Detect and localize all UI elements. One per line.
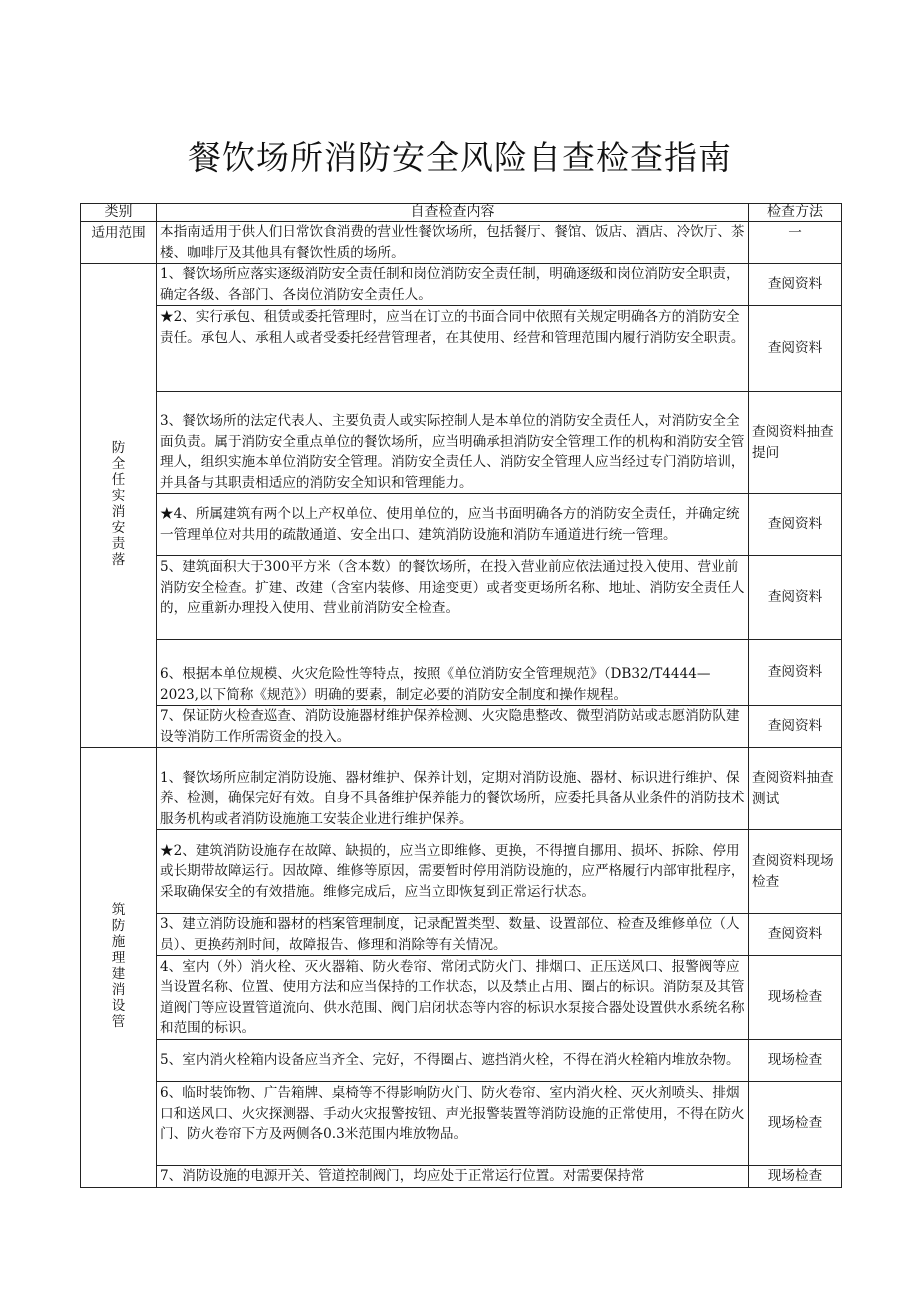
table-row: [81, 706, 842, 748]
method-cell: 查阅资料: [749, 914, 842, 956]
table-header-row: [81, 204, 842, 222]
table-row: [81, 1040, 842, 1082]
header-content: 自查检查内容: [157, 204, 749, 222]
method-cell: 现场检查: [749, 1082, 842, 1166]
content-cell: 7、消防设施的电源开关、管道控制阀门，均应处于正常运行位置。对需要保持常: [157, 1166, 749, 1188]
content-cell: 5、室内消火栓箱内设备应当齐全、完好，不得圈占、遮挡消火栓，不得在消火栓箱内堆放杂物。: [157, 1040, 749, 1082]
table-row: [81, 830, 842, 914]
content-cell: 7、保证防火检查巡查、消防设施器材维护保养检测、火灾隐患整改、微型消防站或志愿消防队建设等消防工作所需资金的投入。: [157, 706, 749, 748]
content-cell: 3、餐饮场所的法定代表人、主要负责人或实际控制人是本单位的消防安全责任人，对消防安全全面负责。属于消防安全重点单位的餐饮场所，应当明确承担消防安全管理工作的机构和消防安全管理人，组织实施本单位消防安全管理。消防安全责任人、消防安全管理人应当经过专门消防培训，并具备与其职责相适应的消防安全知识和管理能力。: [157, 392, 749, 494]
table-row: [81, 264, 842, 306]
method-cell: 现场检查: [749, 1040, 842, 1082]
content-cell: ★4、所属建筑有两个以上产权单位、使用单位的，应当书面明确各方的消防安全责任，并确定统一管理单位对共用的疏散通道、安全出口、建筑消防设施和消防车通道进行统一管理。: [157, 494, 749, 556]
method-cell: 现场检查: [749, 1166, 842, 1188]
content-cell: ★2、实行承包、租赁或委托管理时，应当在订立的书面合同中依照有关规定明确各方的消防安全责任。承包人、承租人或者受委托经营管理者，在其使用、经营和管理范围内履行消防安全职责。: [157, 306, 749, 392]
category-label: 防全任实消安责落: [111, 440, 126, 569]
table-row: [81, 306, 842, 392]
table-row: [81, 748, 842, 830]
table-row: [81, 1082, 842, 1166]
category-cell: 适用范围: [81, 222, 157, 264]
table-row: [81, 1166, 842, 1188]
method-cell: 现场检查: [749, 956, 842, 1040]
category-label: 筑防施理建消设管: [111, 902, 126, 1030]
table-row: [81, 494, 842, 556]
method-cell: 查阅资料: [749, 640, 842, 706]
table-row: [81, 392, 842, 494]
category-cell: [81, 264, 157, 748]
table-row: [81, 222, 842, 264]
category-cell: [81, 748, 157, 1188]
header-category: 类别: [81, 204, 157, 222]
method-cell: 查阅资料: [749, 494, 842, 556]
content-cell: 6、根据本单位规模、火灾危险性等特点，按照《单位消防安全管理规范》（DB32/T4444—2023,以下简称《规范》）明确的要素，制定必要的消防安全制度和操作规程。: [157, 640, 749, 706]
method-cell: 查阅资料: [749, 264, 842, 306]
method-cell: 查阅资料: [749, 706, 842, 748]
table-row: [81, 640, 842, 706]
content-cell: 5、建筑面积大于300平方米（含本数）的餐饮场所，在投入营业前应依法通过投入使用、营业前消防安全检查。扩建、改建（含室内装修、用途变更）或者变更场所名称、地址、消防安全责任人的，应重新办理投入使用、营业前消防安全检查。: [157, 556, 749, 640]
method-cell: 查阅资料现场检查: [749, 830, 842, 914]
header-method: 检查方法: [749, 204, 842, 222]
table-row: [81, 956, 842, 1040]
method-cell: 查阅资料抽查提问: [749, 392, 842, 494]
content-cell: ★2、建筑消防设施存在故障、缺损的，应当立即维修、更换，不得擅自挪用、损坏、拆除、停用或长期带故障运行。因故障、维修等原因，需要暂时停用消防设施的，应严格履行内部审批程序，采取确保安全的有效措施。维修完成后，应当立即恢复到正常运行状态。: [157, 830, 749, 914]
content-cell: 1、餐饮场所应制定消防设施、器材维护、保养计划，定期对消防设施、器材、标识进行维护、保养、检测，确保完好有效。自身不具备维护保养能力的餐饮场所，应委托具备从业条件的消防技术服务机构或者消防设施施工安装企业进行维护保养。: [157, 748, 749, 830]
method-cell: 查阅资料抽查测试: [749, 748, 842, 830]
table-row: [81, 556, 842, 640]
method-cell: 查阅资料: [749, 556, 842, 640]
content-cell: 本指南适用于供人们日常饮食消费的营业性餐饮场所，包括餐厅、餐馆、饭店、酒店、冷饮厅、茶楼、咖啡厅及其他具有餐饮性质的场所。: [157, 222, 749, 264]
content-cell: 1、餐饮场所应落实逐级消防安全责任制和岗位消防安全责任制，明确逐级和岗位消防安全职责，确定各级、各部门、各岗位消防安全责任人。: [157, 264, 749, 306]
content-cell: 3、建立消防设施和器材的档案管理制度，记录配置类型、数量、设置部位、检查及维修单位（人员）、更换药剂时间，故障报告、修理和消除等有关情况。: [157, 914, 749, 956]
checklist-table: [80, 203, 842, 1188]
content-cell: 4、室内（外）消火栓、灭火器箱、防火卷帘、常闭式防火门、排烟口、正压送风口、报警阀等应当设置名称、位置、使用方法和应当保持的工作状态，以及禁止占用、圈占的标识。消防泵及其管道阀门等应设置管道流向、供水范围、阀门启闭状态等内容的标识水泵接合器处设置供水系统名称和范围的标识。: [157, 956, 749, 1040]
table-row: [81, 914, 842, 956]
content-cell: 6、临时装饰物、广告箱牌、桌椅等不得影响防火门、防火卷帘、室内消火栓、灭火剂喷头、排烟口和送风口、火灾探测器、手动火灾报警按钮、声光报警装置等消防设施的正常使用，不得在防火门、防火卷帘下方及两侧各0.3米范围内堆放物品。: [157, 1082, 749, 1166]
method-cell: 查阅资料: [749, 306, 842, 392]
method-cell: 一: [749, 222, 842, 264]
page-title: 餐饮场所消防安全风险自查检查指南: [188, 138, 732, 177]
